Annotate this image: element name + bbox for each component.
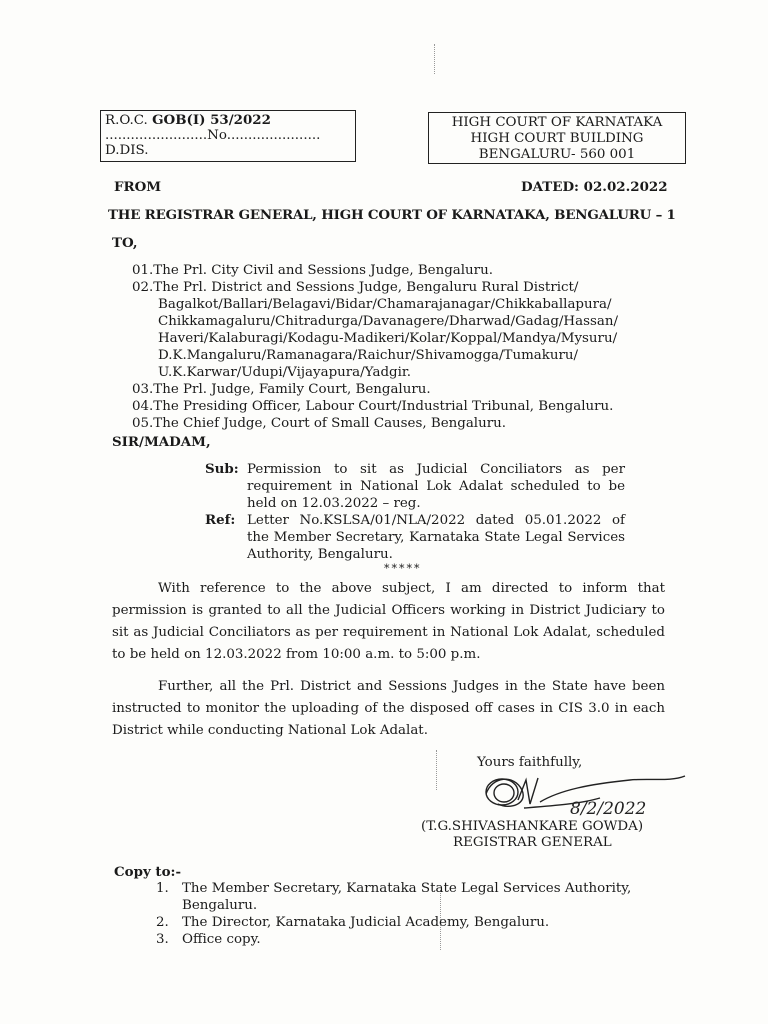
from-label: FROM bbox=[114, 179, 162, 195]
list-item bbox=[156, 880, 656, 897]
item-line: Chikkamagaluru/Chitradurga/Davanagere/Dharwad/Gadag/Hassan/ bbox=[158, 314, 618, 329]
item-line: U.K.Karwar/Udupi/Vijayapura/Yadgir. bbox=[158, 365, 412, 380]
to-label: TO, bbox=[112, 235, 138, 251]
item-number: 04. bbox=[132, 399, 154, 414]
scan-fold-line bbox=[434, 44, 435, 74]
separator-stars: ***** bbox=[384, 562, 422, 575]
item-line: The Chief Judge, Court of Small Causes, Bengaluru. bbox=[153, 416, 506, 431]
court-line: HIGH COURT BUILDING bbox=[470, 131, 644, 146]
item-number: 03. bbox=[132, 382, 154, 397]
ddis-label: D.DIS. bbox=[105, 143, 149, 158]
dated: DATED: 02.02.2022 bbox=[521, 179, 668, 195]
court-address-box bbox=[428, 112, 686, 164]
body-paragraph-2 bbox=[112, 676, 665, 742]
list-item bbox=[156, 914, 656, 931]
signatory-name: (T.G.SHIVASHANKARE GOWDA) bbox=[421, 819, 644, 834]
signature-mark bbox=[480, 770, 690, 820]
recipient-list bbox=[132, 262, 692, 432]
body-paragraph-1 bbox=[112, 578, 665, 666]
item-number: 02. bbox=[132, 280, 154, 295]
item-line: The Director, Karnataka Judicial Academy, Bengaluru. bbox=[182, 915, 550, 930]
roc-number: GOB(I) 53/2022 bbox=[152, 112, 271, 128]
signature-date: 8/2/2022 bbox=[570, 799, 647, 819]
sub-text: Permission to sit as Judicial Conciliators as per requirement in National Lok Adalat scheduled to be held on 12.03.2022 – reg. bbox=[247, 462, 625, 511]
sender: THE REGISTRAR GENERAL, HIGH COURT OF KARNATAKA, BENGALURU – 1 bbox=[108, 207, 676, 223]
item-line: D.K.Mangaluru/Ramanagara/Raichur/Shivamogga/Tumakuru/ bbox=[158, 348, 579, 363]
copy-to-label: Copy to:- bbox=[114, 864, 182, 880]
ref-label: Ref: bbox=[205, 512, 236, 528]
list-item bbox=[132, 415, 692, 432]
no-line: ........................No...................... bbox=[105, 128, 321, 143]
item-number: 01. bbox=[132, 263, 154, 278]
list-item bbox=[132, 398, 692, 415]
item-line: Bengaluru. bbox=[182, 898, 258, 913]
item-line: The Prl. District and Sessions Judge, Bengaluru Rural District/ bbox=[153, 280, 579, 295]
item-line: The Member Secretary, Karnataka State Legal Services Authority, bbox=[182, 881, 632, 896]
item-number: 1. bbox=[156, 881, 169, 896]
copy-to-list bbox=[156, 880, 656, 948]
scan-fold-line bbox=[436, 750, 437, 790]
list-item bbox=[132, 279, 692, 296]
paragraph-text: With reference to the above subject, I am directed to inform that permission is granted to all the Judicial Officers working in District Judiciary to sit as Judicial Conciliators as per requirement in National Lok Adalat, scheduled to be held on 12.03.2022 from 10:00 a.m. to 5:00 p.m. bbox=[112, 581, 665, 662]
item-line: The Prl. City Civil and Sessions Judge, Bengaluru. bbox=[153, 263, 493, 278]
yours-faithfully: Yours faithfully, bbox=[477, 755, 583, 770]
salutation: SIR/MADAM, bbox=[112, 434, 211, 450]
item-line: The Presiding Officer, Labour Court/Industrial Tribunal, Bengaluru. bbox=[153, 399, 614, 414]
item-line: The Prl. Judge, Family Court, Bengaluru. bbox=[153, 382, 431, 397]
reference-box bbox=[100, 110, 356, 162]
item-number: 3. bbox=[156, 932, 169, 947]
court-line: BENGALURU- 560 001 bbox=[478, 147, 636, 162]
item-line: Office copy. bbox=[182, 932, 261, 947]
ref-text: Letter No.KSLSA/01/NLA/2022 dated 05.01.2022 of the Member Secretary, Karnataka State Legal Services Authority, Bengaluru. bbox=[247, 513, 625, 562]
list-item bbox=[132, 262, 692, 279]
court-line: HIGH COURT OF KARNATAKA bbox=[451, 115, 663, 130]
signatory-title: REGISTRAR GENERAL bbox=[453, 835, 612, 850]
sub-label: Sub: bbox=[205, 461, 239, 477]
subject-block bbox=[205, 461, 625, 563]
list-item bbox=[132, 381, 692, 398]
roc-label: R.O.C. bbox=[105, 113, 148, 128]
item-number: 05. bbox=[132, 416, 154, 431]
item-number: 2. bbox=[156, 915, 169, 930]
item-line: Haveri/Kalaburagi/Kodagu-Madikeri/Kolar/Koppal/Mandya/Mysuru/ bbox=[158, 331, 618, 346]
list-item bbox=[156, 931, 656, 948]
paragraph-text: Further, all the Prl. District and Sessions Judges in the State have been instructed to monitor the uploading of the disposed off cases in CIS 3.0 in each District while conducting National Lok Adalat. bbox=[112, 679, 665, 738]
item-line: Bagalkot/Ballari/Belagavi/Bidar/Chamarajanagar/Chikkaballapura/ bbox=[158, 297, 612, 312]
